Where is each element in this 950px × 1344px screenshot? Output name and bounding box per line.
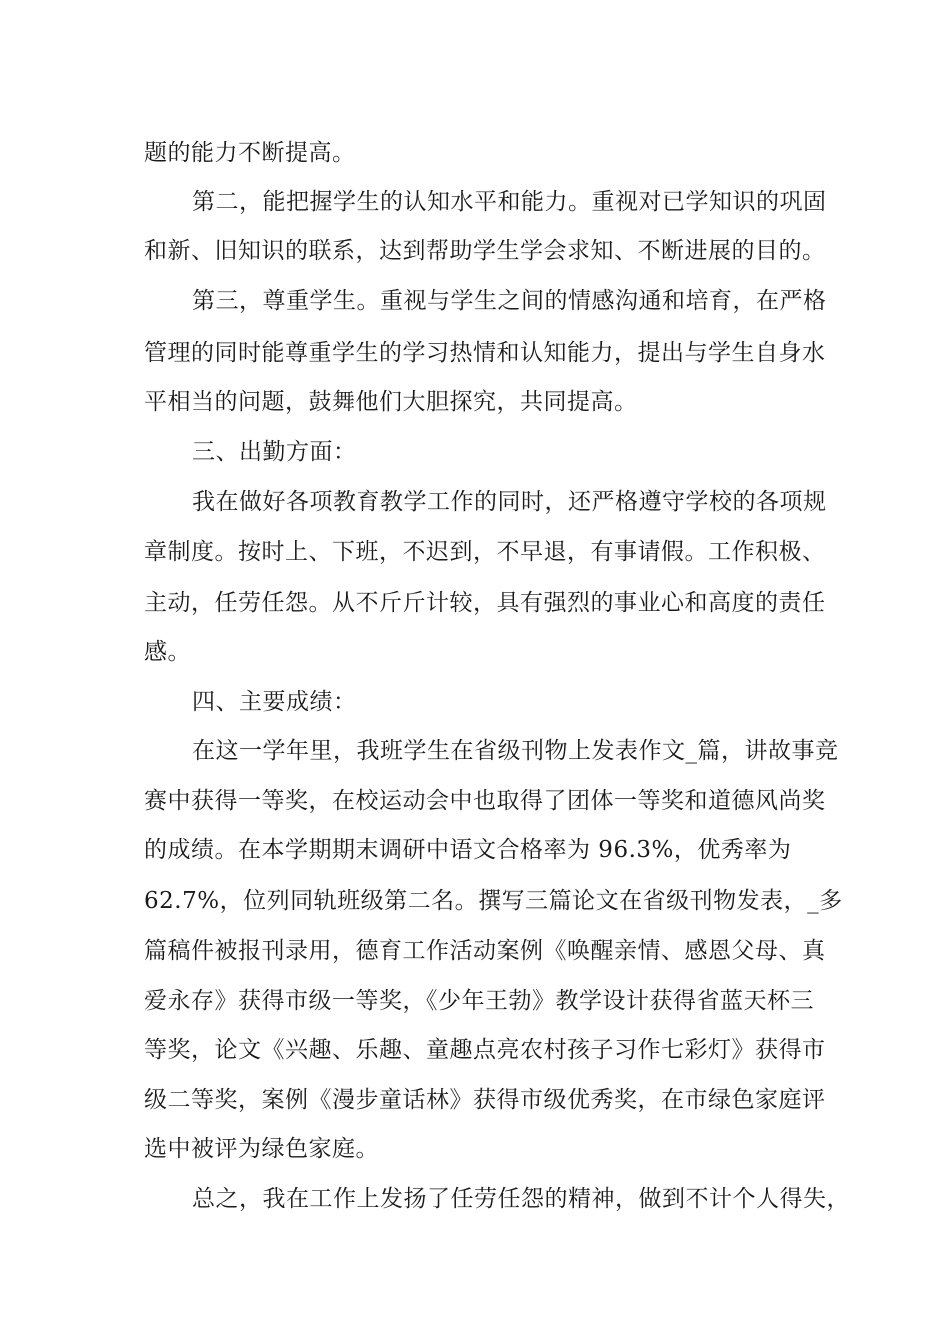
text-line: 主动，任劳任怨。从不斤斤计较，具有强烈的事业心和高度的责任: [144, 590, 826, 616]
section-heading: 三、出勤方面：: [192, 439, 357, 465]
text-line: 感。: [144, 639, 191, 665]
text-line: 题的能力不断提高。: [144, 140, 356, 166]
text-line: 和新、旧知识的联系，达到帮助学生学会求知、不断进展的目的。: [144, 238, 826, 264]
text-line: 的成绩。在本学期期末调研中语文合格率为 96.3%，优秀率为: [144, 837, 792, 863]
text-line: 篇稿件被报刊录用，德育工作活动案例《唤醒亲情、感恩父母、真: [144, 938, 826, 964]
text-line: 章制度。按时上、下班，不迟到，不早退，有事请假。工作积极、: [144, 539, 826, 565]
text-line: 第三，尊重学生。重视与学生之间的情感沟通和培育，在严格: [192, 288, 827, 314]
text-line: 第二，能把握学生的认知水平和能力。重视对已学知识的巩固: [192, 189, 827, 215]
text-line: 赛中获得一等奖，在校运动会中也取得了团体一等奖和道德风尚奖: [144, 788, 826, 814]
text-line: 平相当的问题，鼓舞他们大胆探究，共同提高。: [144, 389, 638, 415]
section-heading: 四、主要成绩：: [192, 689, 357, 715]
text-line: 等奖，论文《兴趣、乐趣、童趣点亮农村孩子习作七彩灯》获得市: [144, 1037, 826, 1063]
text-line: 爱永存》获得市级一等奖，《少年王勃》教学设计获得省蓝天杯三: [144, 988, 814, 1014]
text-line: 62.7%，位列同轨班级第二名。撰写三篇论文在省级刊物发表，_多: [144, 888, 843, 914]
text-line: 级二等奖，案例《漫步童话林》获得市级优秀奖，在市绿色家庭评: [144, 1087, 826, 1113]
text-line: 管理的同时能尊重学生的学习热情和认知能力，提出与学生自身水: [144, 340, 826, 366]
text-line: 选中被评为绿色家庭。: [144, 1136, 379, 1162]
text-line: 总之，我在工作上发扬了任劳任怨的精神，做到不计个人得失，: [192, 1186, 850, 1212]
text-line: 我在做好各项教育教学工作的同时，还严格遵守学校的各项规: [192, 489, 827, 515]
text-line: 在这一学年里，我班学生在省级刊物上发表作文_篇，讲故事竞: [192, 738, 839, 764]
